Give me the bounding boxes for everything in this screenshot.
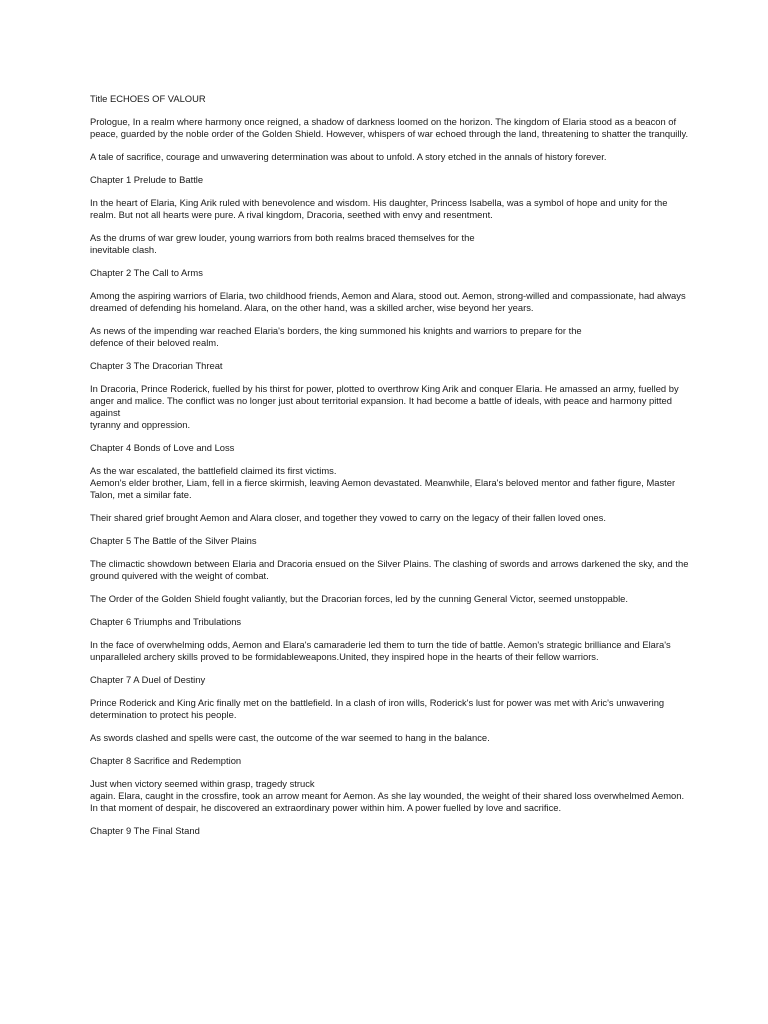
document-body [90, 93, 690, 848]
intro-paragraph: A tale of sacrifice, courage and unwavering determination was about to unfold. A story etched in the annals of history forever. [90, 151, 607, 162]
chapter-5-heading: Chapter 5 The Battle of the Silver Plains [90, 535, 257, 546]
chapter-1-heading: Chapter 1 Prelude to Battle [90, 174, 204, 185]
chapter-2-paragraph-1: Among the aspiring warriors of Elaria, two childhood friends, Aemon and Alara, stood out. Aemon, strong-willed and compassionate, had always dreamed of defending his homeland. Alara, on the other hand, was a skilled archer, wise beyond her years. [90, 290, 686, 313]
chapter-3-paragraph-1: In Dracoria, Prince Roderick, fuelled by his thirst for power, plotted to overthrow King Arik and conquer Elaria. He amassed an army, fuelled by anger and malice. The conflict was no longer just about territorial expansion. It had become a battle of ideals, with peace and harmony pitted against tyranny and oppression. [90, 383, 679, 430]
chapter-7-paragraph-1: Prince Roderick and King Aric finally met on the battlefield. In a clash of iron wills, Roderick's lust for power was met with Aric's unwavering determination to protect his people. [90, 697, 665, 720]
chapter-9-heading: Chapter 9 The Final Stand [90, 825, 200, 836]
chapter-2-paragraph-2: As news of the impending war reached Elaria's borders, the king summoned his knights and warriors to prepare for the defence of their beloved realm. [90, 325, 582, 348]
chapter-4-paragraph-1: As the war escalated, the battlefield claimed its first victims. Aemon's elder brother, Liam, fell in a fierce skirmish, leaving Aemon devastated. Meanwhile, Elara's beloved mentor and father figure, Master Talon, met a similar fate. [90, 465, 676, 500]
chapter-6-heading: Chapter 6 Triumphs and Tribulations [90, 616, 242, 627]
chapter-4-heading: Chapter 4 Bonds of Love and Loss [90, 442, 235, 453]
chapter-4-paragraph-2: Their shared grief brought Aemon and Alara closer, and together they vowed to carry on the legacy of their fallen loved ones. [90, 512, 606, 523]
chapter-7-heading: Chapter 7 A Duel of Destiny [90, 674, 206, 685]
chapter-5-paragraph-2: The Order of the Golden Shield fought valiantly, but the Dracorian forces, led by the cunning General Victor, seemed unstoppable. [90, 593, 628, 604]
chapter-8-heading: Chapter 8 Sacrifice and Redemption [90, 755, 242, 766]
chapter-6-paragraph-1: In the face of overwhelming odds, Aemon and Elara's camaraderie led them to turn the tide of battle. Aemon's strategic brilliance and Elara's unparalleled archery skills proved to be formidableweapons.United, they inspired hope in the hearts of their fellow warriors. [90, 639, 671, 662]
chapter-5-paragraph-1: The climactic showdown between Elaria and Dracoria ensued on the Silver Plains. The clashing of swords and arrows darkened the sky, and the ground quivered with the weight of combat. [90, 558, 689, 581]
prologue-paragraph: Prologue, In a realm where harmony once reigned, a shadow of darkness loomed on the horizon. The kingdom of Elaria stood as a beacon of peace, guarded by the noble order of the Golden Shield. However, whispers of war echoed through the land, threatening to shatter the tranquilly. [90, 116, 689, 139]
chapter-1-paragraph-2: As the drums of war grew louder, young warriors from both realms braced themselves for the inevitable clash. [90, 232, 475, 255]
chapter-1-paragraph-1: In the heart of Elaria, King Arik ruled with benevolence and wisdom. His daughter, Princess Isabella, was a symbol of hope and unity for the realm. But not all hearts were pure. A rival kingdom, Dracoria, seethed with envy and resentment. [90, 197, 668, 220]
chapter-7-paragraph-2: As swords clashed and spells were cast, the outcome of the war seemed to hang in the balance. [90, 732, 490, 743]
chapter-3-heading: Chapter 3 The Dracorian Threat [90, 360, 223, 371]
chapter-8-paragraph-1: Just when victory seemed within grasp, tragedy struck again. Elara, caught in the crossfire, took an arrow meant for Aemon. As she lay wounded, the weight of their shared loss overwhelmed Aemon. In that moment of despair, he discovered an extraordinary power within him. A power fuelled by love and sacrifice. [90, 778, 685, 813]
document-title: Title ECHOES OF VALOUR [90, 93, 206, 104]
chapter-2-heading: Chapter 2 The Call to Arms [90, 267, 203, 278]
